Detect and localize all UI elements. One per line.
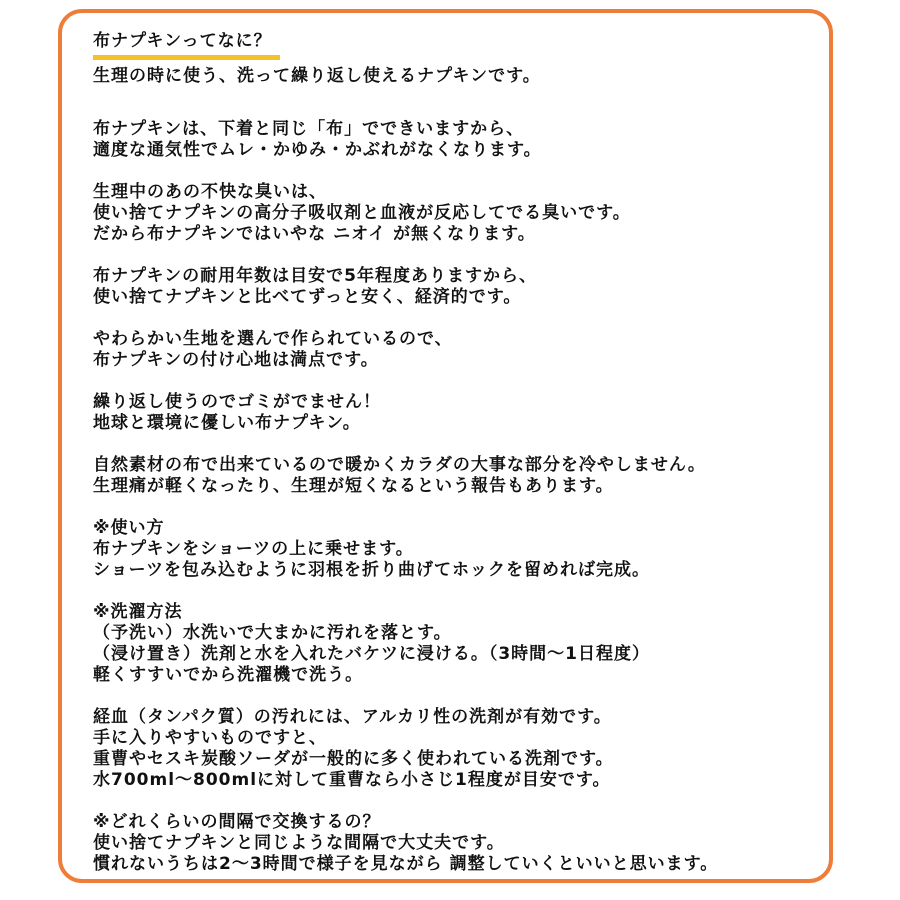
text-line: 布ナプキンの付け心地は満点です。 xyxy=(93,350,379,370)
text-line: 慣れないうちは2〜3時間で様子を見ながら 調整していくといいと思います。 xyxy=(93,854,719,874)
text-line: 布ナプキンの耐用年数は目安で5年程度ありますから、 xyxy=(93,266,537,286)
text-line: ショーツを包み込むように羽根を折り曲げてホックを留めれば完成。 xyxy=(93,560,650,580)
text-line: 使い捨てナプキンと比べてずっと安く、経済的です。 xyxy=(93,287,522,307)
paragraph-interval xyxy=(93,812,813,875)
text-line: やわらかい生地を選んで作られているので、 xyxy=(93,329,453,349)
text-line: だから布ナプキンではいやな ニオイ が無くなります。 xyxy=(93,224,536,244)
text-line: 使い捨てナプキンの高分子吸収剤と血液が反応してでる臭いです。 xyxy=(93,203,631,223)
text-line: 布ナプキンをショーツの上に乗せます。 xyxy=(93,539,414,559)
section-heading: ※洗濯方法 xyxy=(93,602,183,622)
paragraph-detergent xyxy=(93,707,813,791)
text-line: 布ナプキンは、下着と同じ「布」でできいますから、 xyxy=(93,119,525,139)
text-line: 軽くすすいでから洗濯機で洗う。 xyxy=(93,665,364,685)
text-line: 生理痛が軽くなったり、生理が短くなるという報告もあります。 xyxy=(93,476,614,496)
text-line: 手に入りやすいものですと、 xyxy=(93,728,327,748)
paragraph-fabric xyxy=(93,119,813,161)
text-line: 繰り返し使うのでゴミがでません！ xyxy=(93,392,381,412)
paragraph-warmth xyxy=(93,455,813,497)
paragraph-how-to-use xyxy=(93,518,813,581)
paragraph-odor xyxy=(93,182,813,245)
section-heading: ※どれくらいの間隔で交換するの？ xyxy=(93,812,381,832)
article-body xyxy=(93,29,813,875)
section-heading: ※使い方 xyxy=(93,518,165,538)
text-line: 水700ml〜800mlに対して重曹なら小さじ1程度が目安です。 xyxy=(93,770,611,790)
text-line: （予洗い）水洗いで大まかに汚れを落とす。 xyxy=(93,623,452,643)
paragraph-washing xyxy=(93,602,813,686)
paragraph-comfort xyxy=(93,329,813,371)
text-line: 適度な通気性でムレ・かゆみ・かぶれがなくなります。 xyxy=(93,140,542,160)
text-line: 使い捨てナプキンと同じような間隔で大丈夫です。 xyxy=(93,833,505,853)
text-line: （浸け置き）洗剤と水を入れたバケツに浸ける。（3時間〜1日程度） xyxy=(93,644,650,664)
text-line: 生理中のあの不快な臭いは、 xyxy=(93,182,327,202)
paragraph-durability xyxy=(93,266,813,308)
text-line: 自然素材の布で出来ているので暖かくカラダの大事な部分を冷やしません。 xyxy=(93,455,706,475)
page-title: 布ナプキンってなに？ xyxy=(93,29,280,60)
intro-text: 生理の時に使う、洗って繰り返し使えるナプキンです。 xyxy=(93,66,541,86)
paragraph-eco xyxy=(93,392,813,434)
text-line: 経血（タンパク質）の汚れには、アルカリ性の洗剤が有効です。 xyxy=(93,707,612,727)
text-line: 重曹やセスキ炭酸ソーダが一般的に多く使われている洗剤です。 xyxy=(93,749,614,769)
text-line: 地球と環境に優しい布ナプキン。 xyxy=(93,413,361,433)
